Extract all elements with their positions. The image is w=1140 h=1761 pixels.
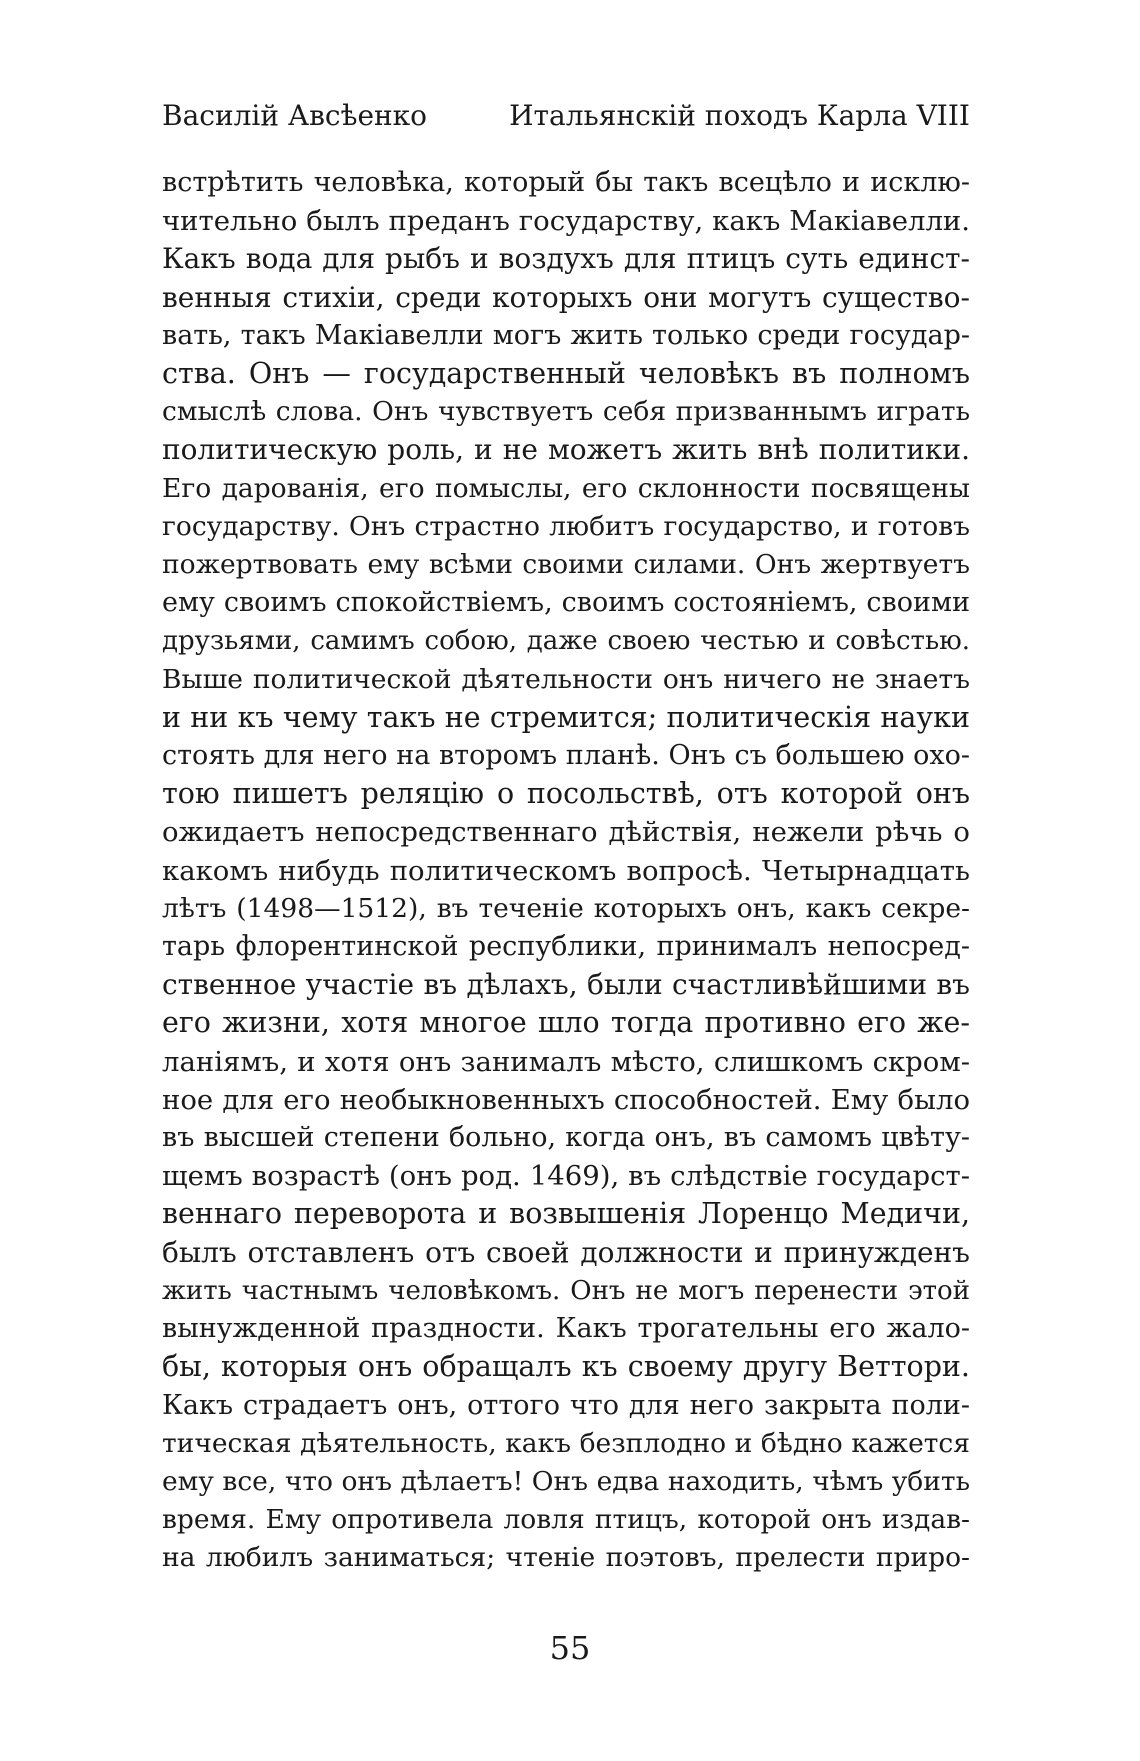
text-line: его жизни, хотя многое шло тогда противно его же- <box>162 1006 970 1040</box>
text-line: пожертвовать ему всѣми своими силами. Онъ жертвуетъ <box>162 549 970 581</box>
text-line: веннаго переворота и возвышенія Лоренцо Медичи, <box>162 1197 970 1231</box>
text-line: ственное участіе въ дѣлахъ, были счастливѣйшими въ <box>162 968 970 1002</box>
text-line: бы, которыя онъ обращалъ къ своему другу Веттори. <box>162 1350 970 1384</box>
text-line: жить частнымъ человѣкомъ. Онъ не могъ перенести этой <box>162 1275 970 1306</box>
text-line: ожидаетъ непосредственнаго дѣйствія, нежели рѣчь о <box>162 816 970 849</box>
running-head <box>162 98 970 134</box>
text-line: Какъ страдаетъ онъ, оттого что для него закрыта поли- <box>162 1389 970 1421</box>
text-line: въ высшей степени больно, когда онъ, въ самомъ цвѣту- <box>162 1122 970 1154</box>
text-line: государству. Онъ страстно любитъ государство, и готовъ <box>162 510 970 542</box>
text-line: и ни къ чему такъ не стремится; политическія науки <box>162 700 970 734</box>
text-line: ное для его необыкновенныхъ способностей. Ему было <box>162 1083 970 1116</box>
text-line: Выше политической дѣятельности онъ ничего не знаетъ <box>162 663 970 695</box>
text-line: друзьями, самимъ собою, даже своею честью и совѣстью. <box>162 626 970 657</box>
text-line: тическая дѣятельность, какъ безплодно и бѣдно кажется <box>162 1427 970 1459</box>
text-line: стоять для него на второмъ планѣ. Онъ съ большею охо- <box>162 740 970 772</box>
text-line: какомъ нибудь политическомъ вопросѣ. Четырнадцать <box>162 854 970 887</box>
text-line: на любилъ заниматься; чтеніе поэтовъ, прелести приро- <box>162 1542 970 1574</box>
text-line: ему своимъ спокойствіемъ, своимъ состояніемъ, своими <box>162 587 970 619</box>
running-head-title: Итальянскій походъ Карла VIII <box>509 99 970 132</box>
page-number: 55 <box>549 1629 591 1667</box>
text-line: вынужденной праздности. Какъ трогательны его жало- <box>162 1313 970 1345</box>
text-line: чительно былъ преданъ государству, какъ Макіавелли. <box>162 205 970 238</box>
text-line: время. Ему опротивела ловля птицъ, которой онъ издав- <box>162 1504 970 1536</box>
text-line: ему все, что онъ дѣлаетъ! Онъ едва находить, чѣмъ убить <box>162 1465 970 1497</box>
text-line: смыслѣ слова. Онъ чувствуетъ себя призваннымъ играть <box>162 396 970 428</box>
text-line: ланіямъ, и хотя онъ занималъ мѣсто, слишкомъ скром- <box>162 1045 970 1078</box>
text-line: тою пишетъ реляцію о посольствѣ, отъ которой онъ <box>162 777 970 811</box>
text-line: былъ отставленъ отъ своей должности и принужденъ <box>162 1235 970 1269</box>
text-line: Какъ вода для рыбъ и воздухъ для птицъ суть единст- <box>162 242 970 276</box>
text-line: политическую роль, и не можетъ жить внѣ политики. <box>162 433 970 467</box>
text-line: ства. Онъ — государственный человѣкъ въ полномъ <box>162 357 970 391</box>
text-line: щемъ возрастѣ (онъ род. 1469), въ слѣдствіе государст- <box>162 1160 970 1193</box>
text-line: Его дарованія, его помыслы, его склонности посвящены <box>162 472 970 504</box>
text-line: лѣтъ (1498—1512), въ теченіе которыхъ онъ, какъ секре- <box>162 892 970 924</box>
text-line: вать, такъ Макіавелли могъ жить только среди государ- <box>162 319 970 351</box>
body-text <box>162 164 970 1578</box>
text-line: встрѣтить человѣка, который бы такъ всецѣло и исклю- <box>162 167 970 198</box>
text-line: венныя стихіи, среди которыхъ они могутъ существо- <box>162 280 970 314</box>
running-head-author: Василій Авсѣенко <box>162 99 428 132</box>
text-line: тарь флорентинской республики, принималъ непосред- <box>162 931 970 963</box>
